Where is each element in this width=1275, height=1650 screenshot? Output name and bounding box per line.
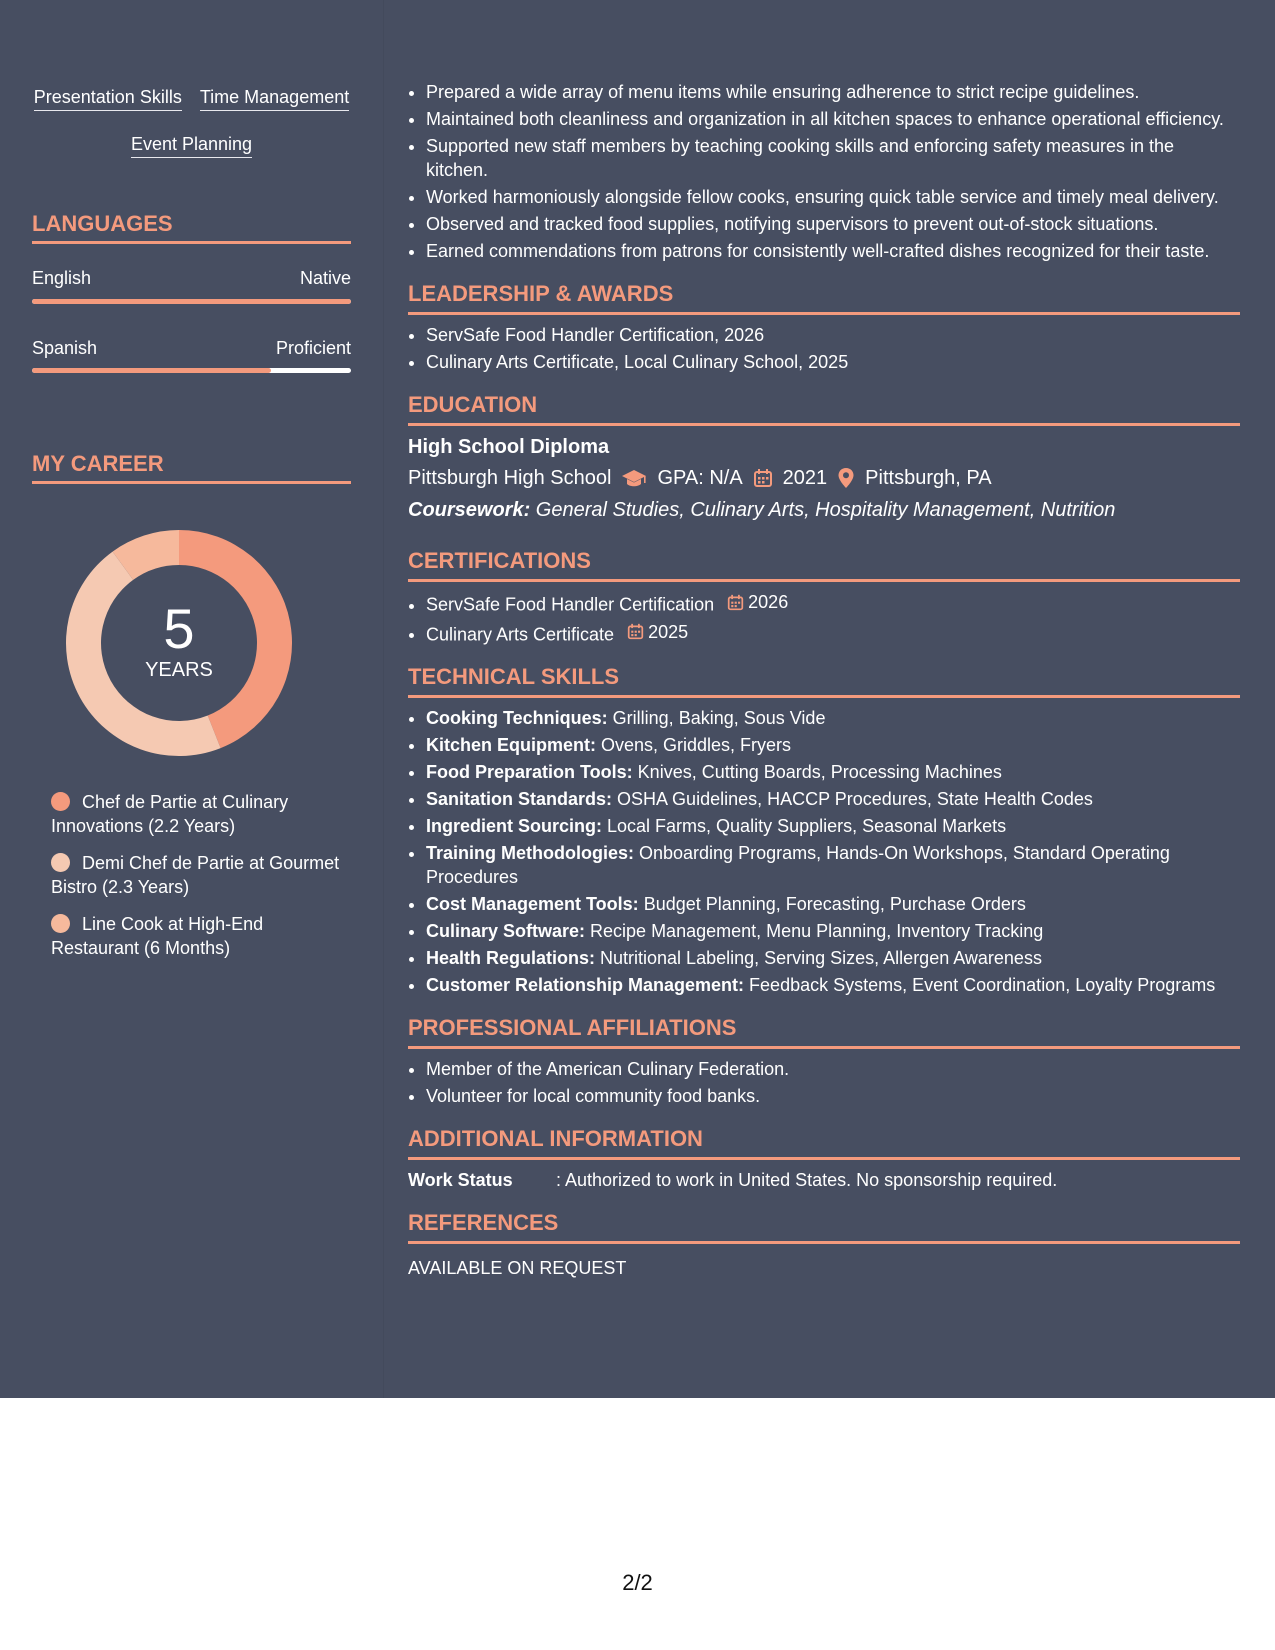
technical-skill-value: Budget Planning, Forecasting, Purchase Orders [638, 894, 1026, 914]
technical-skill-item [426, 973, 1240, 997]
certification-year: 2025 [648, 621, 689, 642]
education-heading: EDUCATION [408, 392, 1240, 426]
career-heading: MY CAREER [32, 451, 351, 484]
language-row [32, 267, 351, 289]
technical-skill-value: Knives, Cutting Boards, Processing Machines [632, 762, 1002, 782]
career-donut-chart [66, 530, 292, 756]
technical-skill-label: Sanitation Standards: [426, 789, 613, 809]
language-proficiency-fill [32, 368, 271, 373]
education-coursework [408, 496, 1240, 524]
sidebar [0, 0, 384, 1398]
technical-skills-heading: TECHNICAL SKILLS [408, 664, 1240, 698]
work-status-row [408, 1168, 1240, 1192]
affiliation-item: • Member of the American Culinary Federation. [426, 1057, 1240, 1081]
technical-skill-item [426, 814, 1240, 838]
education-gpa: GPA: N/A [657, 467, 743, 489]
technical-skill-item [426, 706, 1240, 730]
technical-skill-value: Feedback Systems, Event Coordination, Loyalty Programs [744, 975, 1216, 995]
career-total-value: 5 [163, 597, 195, 660]
skills-tags [32, 86, 351, 158]
technical-skill-value: Ovens, Griddles, Fryers [596, 735, 792, 755]
technical-skill-label: Health Regulations: [426, 948, 596, 968]
technical-skill-label: Kitchen Equipment: [426, 735, 596, 755]
career-legend-label: Chef de Partie at Culinary Innovations (2.2 Years) [51, 792, 289, 836]
main-content [408, 80, 1240, 1280]
certifications-list [408, 590, 1240, 646]
certification-date [727, 590, 788, 614]
certification-name: ServSafe Food Handler Certification [426, 594, 715, 615]
education-year: 2021 [782, 467, 828, 489]
career-legend [51, 790, 341, 973]
certification-item [426, 590, 1240, 617]
map-pin-icon [837, 467, 855, 489]
career-total-unit: YEARS [145, 659, 213, 681]
education-degree: High School Diploma [408, 436, 610, 458]
technical-skill-label: Ingredient Sourcing: [426, 816, 603, 836]
technical-skill-value: Nutritional Labeling, Serving Sizes, Allergen Awareness [595, 948, 1042, 968]
language-row [32, 337, 351, 359]
technical-skill-item [426, 760, 1240, 784]
leadership-heading: LEADERSHIP & AWARDS [408, 281, 1240, 315]
technical-skill-value: Grilling, Baking, Sous Vide [607, 708, 826, 728]
language-proficiency-fill [32, 299, 351, 304]
experience-bullet: • Supported new staff members by teaching cooking skills and enforcing safety measures in the kitchen. [426, 134, 1240, 182]
calendar-icon [727, 594, 744, 611]
technical-skill-item [426, 946, 1240, 970]
calendar-icon [627, 623, 644, 640]
affiliation-item: • Volunteer for local community food banks. [426, 1084, 1240, 1108]
skill-tag: Time Management [200, 86, 349, 111]
work-status-label: Work Status [408, 1170, 513, 1190]
language-name: Spanish [32, 338, 98, 358]
education-details [408, 464, 1240, 492]
career-legend-item [51, 790, 341, 838]
experience-bullets [408, 80, 1240, 263]
skill-tag: Presentation Skills [34, 86, 182, 111]
technical-skill-value: Local Farms, Quality Suppliers, Seasonal Markets [602, 816, 1007, 836]
certification-name: Culinary Arts Certificate [426, 624, 615, 644]
languages-heading: LANGUAGES [32, 211, 351, 244]
experience-bullet: • Earned commendations from patrons for consistently well-crafted dishes recognized for their taste. [426, 239, 1240, 263]
technical-skill-label: Cooking Techniques: [426, 708, 608, 728]
career-legend-label: Demi Chef de Partie at Gourmet Bistro (2.3 Years) [51, 853, 340, 897]
language-name: English [32, 268, 92, 288]
language-proficiency-bar [32, 368, 351, 373]
career-donut-center [66, 530, 292, 756]
experience-bullet: • Worked harmoniously alongside fellow cooks, ensuring quick table service and timely meal delivery. [426, 185, 1240, 209]
experience-bullet: • Maintained both cleanliness and organization in all kitchen spaces to enhance operational efficiency. [426, 107, 1240, 131]
language-proficiency-bar [32, 299, 351, 304]
technical-skill-item [426, 787, 1240, 811]
coursework-label: Coursework: [408, 499, 531, 521]
education-school: Pittsburgh High School [408, 467, 612, 489]
certification-item [426, 620, 1240, 647]
technical-skill-label: Cost Management Tools: [426, 894, 639, 914]
skill-tag: Event Planning [131, 133, 252, 158]
experience-bullet: • Prepared a wide array of menu items while ensuring adherence to strict recipe guidelines. [426, 80, 1240, 104]
language-level: Proficient [275, 338, 351, 358]
career-legend-dot [51, 792, 70, 811]
technical-skill-label: Training Methodologies: [426, 843, 634, 863]
coursework-value: General Studies, Culinary Arts, Hospitality Management, Nutrition [530, 499, 1116, 521]
career-legend-item [51, 851, 341, 899]
affiliations-heading: PROFESSIONAL AFFILIATIONS [408, 1015, 1240, 1049]
affiliations-list [408, 1057, 1240, 1108]
technical-skill-label: Food Preparation Tools: [426, 762, 633, 782]
work-status-value: : Authorized to work in United States. No sponsorship required. [556, 1170, 1058, 1190]
calendar-icon [753, 468, 773, 488]
career-legend-label: Line Cook at High-End Restaurant (6 Months) [51, 914, 264, 958]
leadership-item: • ServSafe Food Handler Certification, 2026 [426, 323, 1240, 347]
education-location: Pittsburgh, PA [865, 467, 992, 489]
technical-skill-label: Customer Relationship Management: [426, 975, 745, 995]
technical-skill-item [426, 841, 1240, 889]
leadership-item: • Culinary Arts Certificate, Local Culinary School, 2025 [426, 350, 1240, 374]
page-number: 2/2 [622, 1570, 653, 1595]
certification-year: 2026 [748, 592, 789, 612]
leadership-list [408, 323, 1240, 374]
language-level: Native [299, 268, 351, 288]
certifications-heading: CERTIFICATIONS [408, 548, 1240, 582]
technical-skill-label: Culinary Software: [426, 921, 586, 941]
technical-skill-item [426, 892, 1240, 916]
technical-skill-value: OSHA Guidelines, HACCP Procedures, State Health Codes [612, 789, 1093, 809]
career-legend-dot [51, 853, 70, 872]
experience-bullet: • Observed and tracked food supplies, notifying supervisors to prevent out-of-stock situations. [426, 212, 1240, 236]
graduation-cap-icon [621, 468, 647, 488]
additional-info-heading: ADDITIONAL INFORMATION [408, 1126, 1240, 1160]
technical-skill-value: Recipe Management, Menu Planning, Inventory Tracking [585, 921, 1044, 941]
career-legend-dot [51, 914, 70, 933]
technical-skill-value: Onboarding Programs, Hands-On Workshops, Standard Operating Procedures [426, 843, 1170, 887]
references-heading: REFERENCES [408, 1210, 1240, 1244]
certification-date [627, 620, 688, 644]
technical-skills-list [408, 706, 1240, 997]
technical-skill-item [426, 919, 1240, 943]
career-legend-item [51, 912, 341, 960]
references-text: AVAILABLE ON REQUEST [408, 1258, 627, 1278]
technical-skill-item [426, 733, 1240, 757]
